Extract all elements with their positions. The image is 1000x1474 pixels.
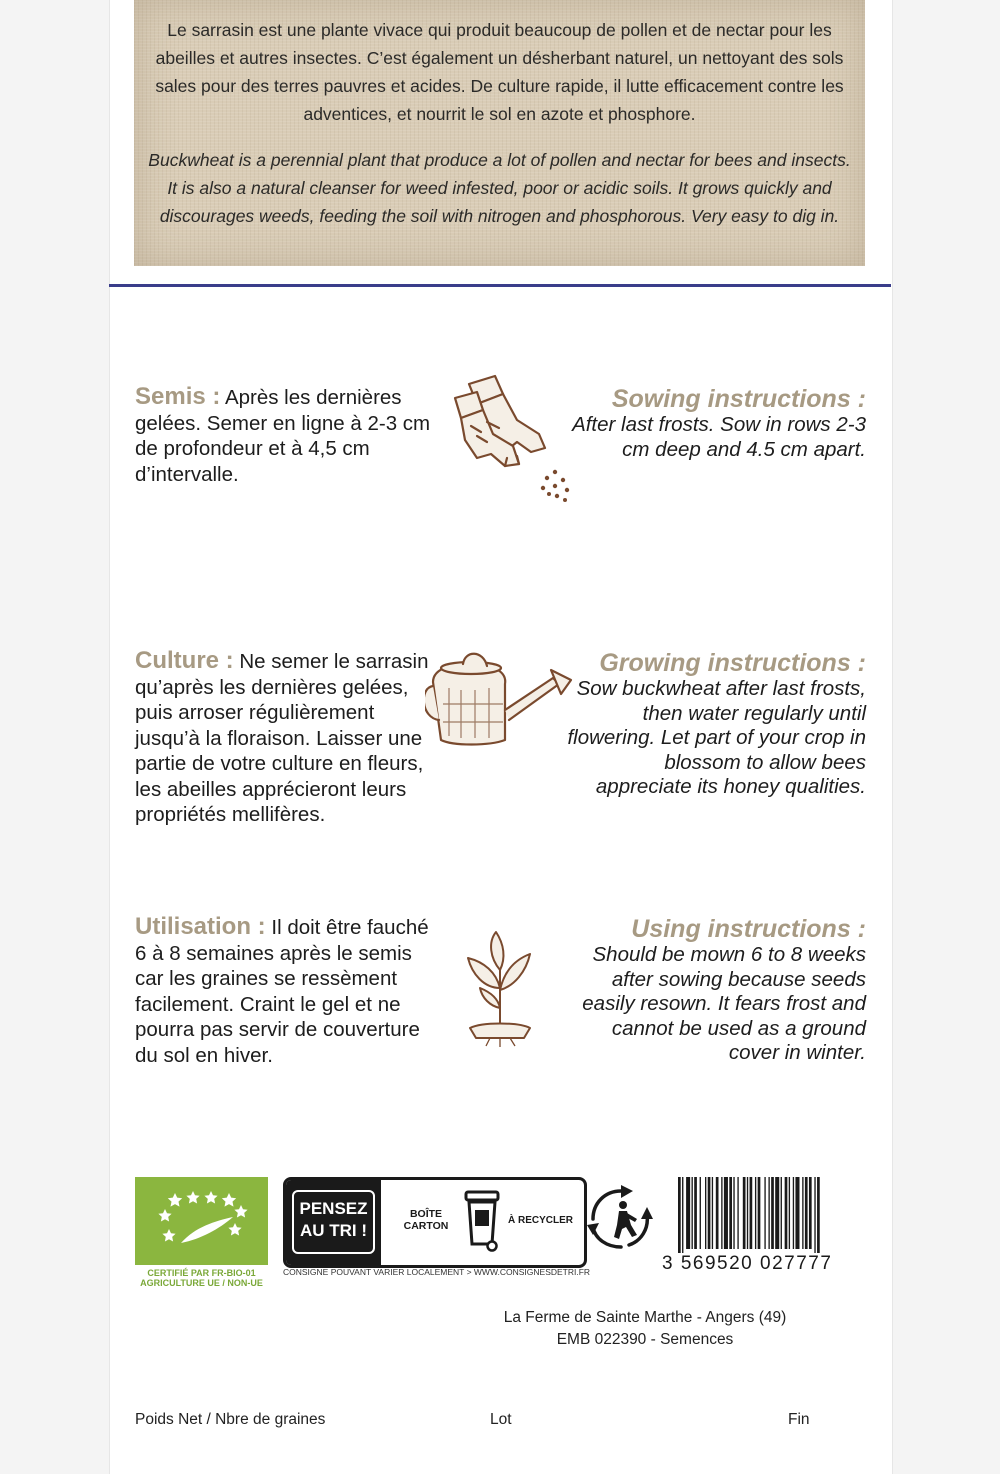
eu-organic-caption <box>135 1268 268 1288</box>
address-line-2: EMB 022390 - Semences <box>556 1331 734 1348</box>
a-recycler-label: À RECYCLER <box>508 1215 574 1226</box>
net-weight-label: Poids Net / Nbre de graines <box>135 1411 326 1428</box>
using-title-fr: Utilisation : <box>135 913 266 940</box>
seedling-icon <box>460 928 540 1048</box>
sowing-title-fr: Semis : <box>135 383 221 410</box>
eu-organic-logo <box>135 1177 268 1265</box>
eu-leaf-stars-icon <box>135 1177 268 1265</box>
using-title-en: Using instructions : <box>631 915 866 943</box>
using-text-en <box>566 916 866 1066</box>
barcode-number: 3 569520 027777 <box>662 1253 833 1274</box>
boite-carton-label: BOÎTE CARTON <box>403 1208 449 1232</box>
growing-title-en: Growing instructions : <box>599 649 866 677</box>
gloves-seeds-icon <box>447 372 582 507</box>
sowing-title-en: Sowing instructions : <box>611 385 866 413</box>
intro-panel <box>134 0 865 266</box>
growing-text-en <box>566 650 866 800</box>
watering-can-icon <box>425 648 577 750</box>
growing-body-fr: Ne semer le sarrasin qu’après les dernières gelées, puis arroser régulièrement jusqu’à la floraison. Laisser une partie de votre culture en fleurs, les abeilles apprécieront leurs propriétés mellifères. <box>135 650 429 826</box>
intro-text-en: Buckwheat is a perennial plant that produce a lot of pollen and nectar for bees and insects. It is also a natural cleanser for weed infested, poor or acidic soils. It grows quickly and discourages weeds, feeding the soil with nitrogen and phosphorous. Very easy to dig in. <box>148 150 851 226</box>
using-body-en: Should be mown 6 to 8 weeks after sowing because seeds easily resown. It fears frost and cannot be used as a ground cover in winter. <box>582 943 866 1064</box>
pensez-au-tri-panel <box>286 1180 381 1265</box>
divider-rule <box>109 284 891 287</box>
recycling-info-box <box>283 1177 587 1268</box>
eu-caption-line-1: CERTIFIÉ PAR FR-BIO-01 <box>147 1268 256 1278</box>
pensez-au-tri-label: PENSEZ AU TRI ! <box>299 1199 368 1240</box>
sowing-text-fr <box>135 384 440 487</box>
address-line-1: La Ferme de Sainte Marthe - Angers (49) <box>503 1309 787 1326</box>
lot-label: Lot <box>490 1411 512 1428</box>
triman-icon <box>585 1185 655 1251</box>
sowing-body-en: After last frosts. Sow in rows 2-3 cm deep and 4.5 cm apart. <box>572 413 866 461</box>
using-body-fr: Il doit être fauché 6 à 8 semaines après le semis car les graines se ressèment facilement. Craint le gel et ne pourra pas servir de couverture du sol en hiver. <box>135 916 429 1067</box>
producer-address <box>480 1307 810 1351</box>
consigne-text: CONSIGNE POUVANT VARIER LOCALEMENT > WWW.CONSIGNESDETRI.FR <box>283 1267 591 1277</box>
sowing-body-fr: Après les dernières gelées. Semer en ligne à 2-3 cm de profondeur et à 4,5 cm d’intervalle. <box>135 386 431 486</box>
using-text-fr <box>135 914 440 1068</box>
sowing-text-en <box>566 386 866 462</box>
intro-text-fr: Le sarrasin est une plante vivace qui produit beaucoup de pollen et de nectar pour les abeilles et autres insectes. C’est également un désherbant naturel, un nettoyant des sols sales pour des terres pauvres et acides. De culture rapide, il lutte efficacement contre les adventices, et nourrit le sol en azote et phosphore. <box>155 20 844 124</box>
growing-title-fr: Culture : <box>135 647 234 674</box>
barcode-icon <box>674 1177 858 1253</box>
eu-caption-line-2: AGRICULTURE UE / NON-UE <box>140 1278 263 1288</box>
recycling-bin-icon <box>462 1188 502 1254</box>
expiry-label: Fin <box>788 1411 810 1428</box>
growing-text-fr <box>135 648 430 828</box>
growing-body-en: Sow buckwheat after last frosts, then water regularly until flowering. Let part of your crop in blossom to allow bees appreciate its honey qualities. <box>567 677 866 798</box>
